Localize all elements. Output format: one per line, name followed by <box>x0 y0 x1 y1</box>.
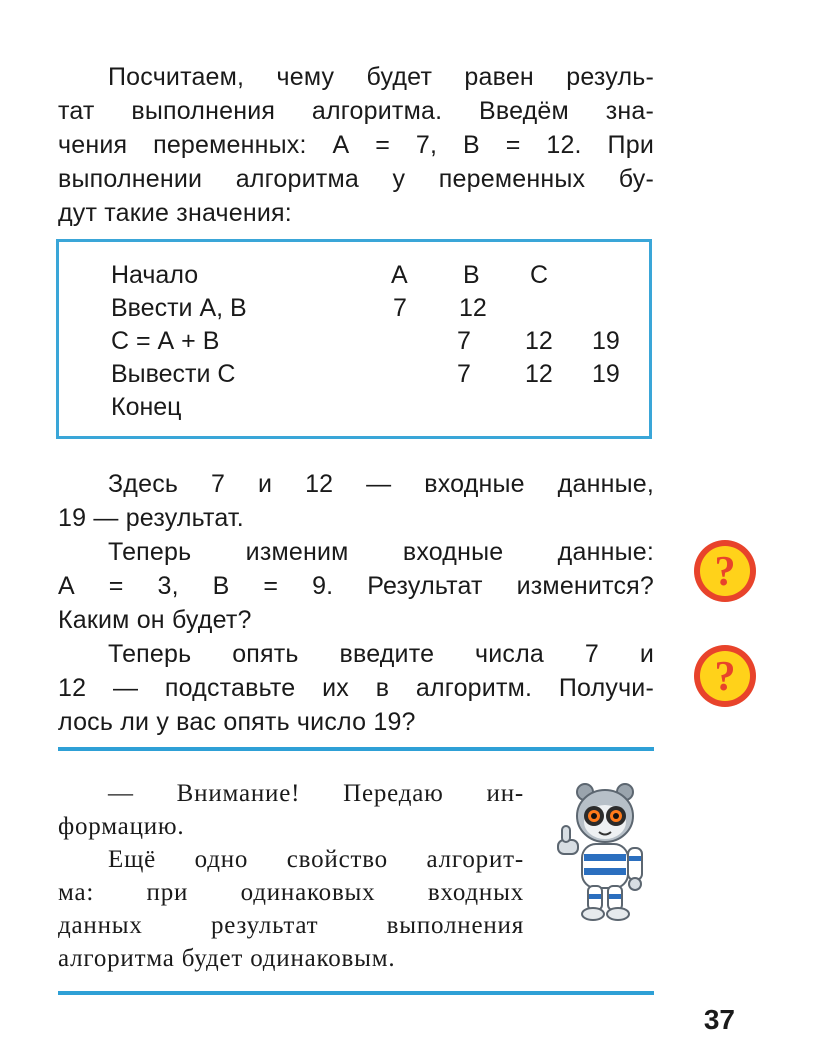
question-glyph: ? <box>714 654 736 700</box>
explanation-line: Каким он будет? <box>58 606 252 634</box>
value-a: 7 <box>457 360 471 388</box>
algorithm-step: Начало <box>111 261 199 289</box>
intro-line: дут такие значения: <box>58 199 292 227</box>
robot-note-line: формацию. <box>58 813 185 840</box>
value-b: 12 <box>525 360 553 388</box>
section-divider-top <box>58 747 654 751</box>
algorithm-step: Вывести С <box>111 360 236 388</box>
question-glyph: ? <box>714 549 736 595</box>
explanation-line: Здесь 7 и 12 — входные данные, <box>108 470 654 498</box>
column-header-b: В <box>463 261 480 289</box>
intro-paragraph <box>58 60 654 230</box>
explanation-paragraphs <box>58 467 654 739</box>
intro-line: чения переменных: А = 7, В = 12. При <box>58 131 654 159</box>
algorithm-row <box>59 357 649 391</box>
algorithm-step: С = А + В <box>111 327 220 355</box>
value-b: 12 <box>525 327 553 355</box>
intro-line: выполнении алгоритма у переменных бу- <box>58 165 654 193</box>
explanation-line: Теперь изменим входные данные: <box>108 538 654 566</box>
explanation-line: 12 — подставьте их в алгоритм. Получи- <box>58 674 654 702</box>
question-mark-icon <box>692 643 758 709</box>
intro-line: тат выполнения алгоритма. Введём зна- <box>58 97 654 125</box>
algorithm-header-row <box>59 258 649 292</box>
robot-note-line: ма: при одинаковых входных <box>58 879 524 906</box>
robot-note-line: данных результат выполнения <box>58 912 524 939</box>
value-c: 19 <box>592 327 620 355</box>
section-divider-bottom <box>58 991 654 995</box>
page-number: 37 <box>703 1004 735 1035</box>
explanation-line: А = 3, В = 9. Результат изменится? <box>58 572 654 600</box>
robot-note-line: алгоритма будет одинаковым. <box>58 945 396 972</box>
column-header-a: А <box>391 261 408 289</box>
algorithm-row <box>59 291 649 325</box>
value-c: 19 <box>592 360 620 388</box>
value-a: 7 <box>457 327 471 355</box>
robot-mascot-icon <box>548 782 658 922</box>
algorithm-row <box>59 324 649 358</box>
robot-note-line: Ещё одно свойство алгорит- <box>108 846 524 873</box>
explanation-line: лось ли у вас опять число 19? <box>58 708 416 736</box>
value-a: 7 <box>393 294 407 322</box>
intro-line: Посчитаем, чему будет равен резуль- <box>108 63 654 91</box>
algorithm-step: Конец <box>111 393 182 421</box>
robot-note-line: — Внимание! Передаю ин- <box>108 780 524 807</box>
explanation-line: 19 — результат. <box>58 504 244 532</box>
algorithm-table <box>56 239 652 439</box>
column-header-c: С <box>530 261 549 289</box>
question-mark-icon <box>692 538 758 604</box>
robot-note <box>58 777 524 975</box>
algorithm-row <box>59 390 649 424</box>
value-b: 12 <box>459 294 487 322</box>
explanation-line: Теперь опять введите числа 7 и <box>108 640 654 668</box>
algorithm-step: Ввести А, В <box>111 294 247 322</box>
